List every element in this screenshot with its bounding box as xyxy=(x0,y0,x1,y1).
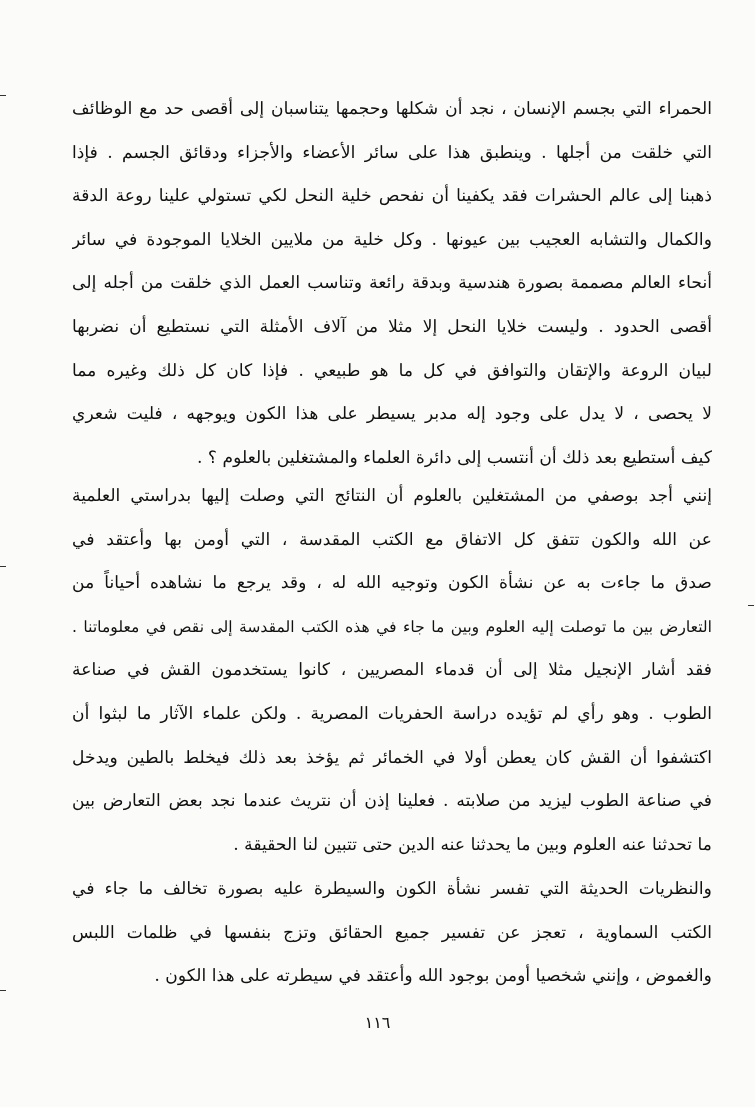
text-line: أنحاء العالم مصممة بصورة هندسية وبدقة رائعة وتناسب العمل الذي خلقت من أجله إلى xyxy=(72,273,712,294)
margin-mark xyxy=(0,566,6,567)
text-line: اكتشفوا أن القش كان يعطن أولا في الخمائر ثم يؤخذ بعد ذلك فيخلط بالطين ويدخل xyxy=(72,747,712,768)
text-line: الطوب . وهو رأي لم تؤيده دراسة الحفريات المصرية . ولكن علماء الآثار ما لبثوا أن xyxy=(72,703,712,724)
margin-mark xyxy=(748,605,754,606)
margin-mark xyxy=(0,95,6,96)
text-line: والنظريات الحديثة التي تفسر نشأة الكون والسيطرة عليه بصورة تخالف ما جاء في xyxy=(72,879,712,899)
text-line: كيف أستطيع بعد ذلك أن أنتسب إلى دائرة العلماء والمشتغلين بالعلوم ؟ . xyxy=(197,447,712,468)
text-line: الكتب السماوية ، تعجز عن تفسير جميع الحقائق وتزج بنفسها في ظلمات اللبس xyxy=(72,922,712,943)
paragraph-1 xyxy=(72,88,712,480)
text-line: والكمال والتشابه العجيب بين عيونها . وكل خلية من ملايين الخلايا الموجودة في سائر xyxy=(72,229,712,250)
page-number: ١١٦ xyxy=(364,1013,391,1032)
text-line: صدق ما جاءت به عن نشأة الكون وتوجيه الله له ، وقد يرجع ما نشاهده أحياناً من xyxy=(72,573,712,594)
text-line: لا يحصى ، لا يدل على وجود إله مدبر يسيطر على هذا الكون ويوجهه ، فليت شعري xyxy=(72,404,712,425)
paragraph-2 xyxy=(72,475,712,867)
text-line: التعارض بين ما توصلت إليه العلوم وبين ما جاء في هذه الكتب المقدسة إلى نقص في معلوماتنا . xyxy=(72,617,712,636)
text-line: أقصى الحدود . وليست خلايا النحل إلا مثلا من آلاف الأمثلة التي نستطيع أن نضربها xyxy=(72,316,712,337)
text-line: التي خلقت من أجلها . وينطبق هذا على سائر الأعضاء والأجزاء ودقائق الجسم . فإذا xyxy=(72,142,712,163)
text-line: الحمراء التي بجسم الإنسان ، نجد أن شكلها وحجمها يتناسبان إلى أقصى حد مع الوظائف xyxy=(72,99,712,119)
text-line: ما تحدثنا عنه العلوم وبين ما يحدثنا عنه الدين حتى تتبين لنا الحقيقة . xyxy=(233,834,712,855)
margin-mark xyxy=(0,990,6,991)
text-line: في صناعة الطوب ليزيد من صلابته . فعلينا إذن أن نتريث عندما نجد بعض التعارض بين xyxy=(72,791,712,812)
paragraph-3 xyxy=(72,868,712,999)
text-line: ذهبنا إلى عالم الحشرات فقد يكفينا أن نفحص خلية النحل لكي تستولي علينا روعة الدقة xyxy=(72,186,712,207)
text-line: إنني أجد بوصفي من المشتغلين بالعلوم أن النتائج التي وصلت إليها بدراستي العلمية xyxy=(72,486,712,506)
text-line: عن الله والكون تتفق كل الاتفاق مع الكتب المقدسة ، التي أومن بها وأعتقد في xyxy=(72,529,712,550)
text-line: فقد أشار الإنجيل مثلا إلى أن قدماء المصريين ، كانوا يستخدمون القش في صناعة xyxy=(72,660,712,681)
text-line: لبيان الروعة والإتقان والتوافق في كل ما هو طبيعي . فإذا كان كل ذلك وغيره مما xyxy=(72,360,712,381)
text-line: والغموض ، وإنني شخصيا أومن بوجود الله وأعتقد في سيطرته على هذا الكون . xyxy=(154,966,712,987)
